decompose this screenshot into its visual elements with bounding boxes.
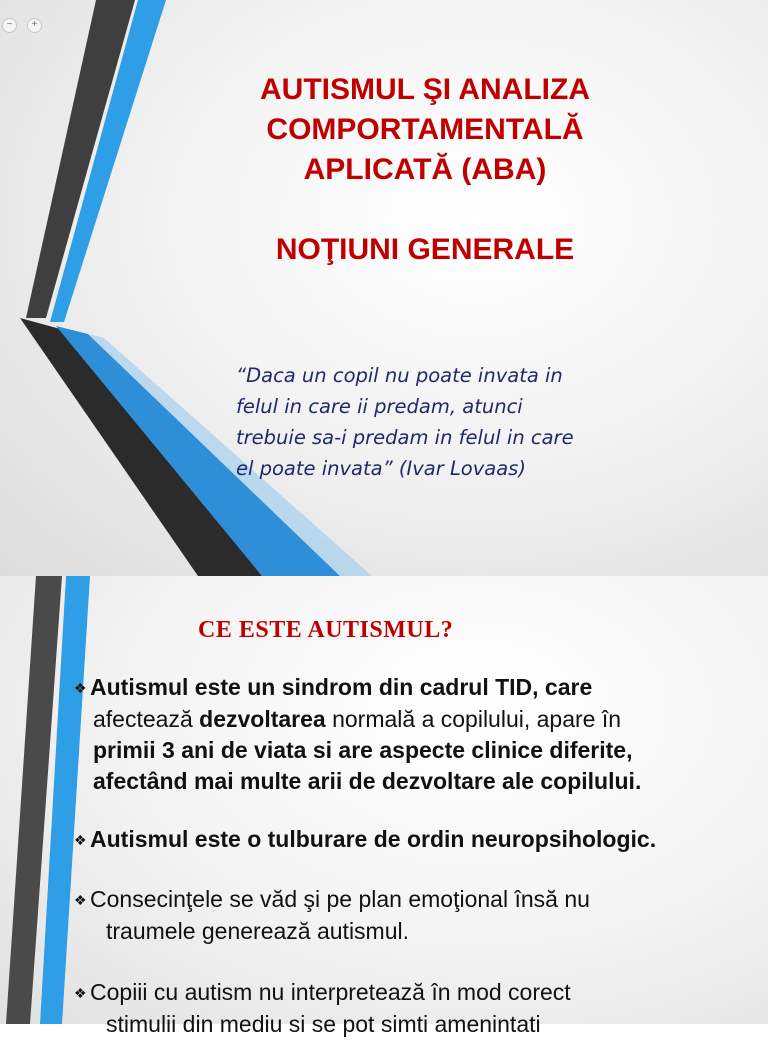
diamond-bullet-icon: ❖ <box>74 985 87 1001</box>
bullet-item <box>74 824 656 856</box>
quote-line: “Daca un copil nu poate invata in <box>236 364 563 387</box>
bullet-text: normală a copilului, apare în <box>325 706 622 732</box>
slide-title-line-1: AUTISMUL ŞI ANALIZA <box>260 73 590 106</box>
bullet-text: afectează <box>93 706 200 732</box>
bullet-text: primii 3 ani de viata si are aspecte clinice diferite, <box>93 737 633 763</box>
bullet-item <box>74 977 571 1040</box>
slide-title-line-2: COMPORTAMENTALĂ <box>266 113 584 146</box>
bullet-text: Autismul este un sindrom din cadrul TID, care <box>90 674 593 700</box>
bullet-text: stimulii din mediu si se pot simti amenintati <box>106 1011 541 1037</box>
bullet-text: Autismul este o tulburare de ordin neuropsihologic. <box>90 826 657 852</box>
quote-line: felul in care ii predam, atunci <box>236 395 523 418</box>
bullet-item <box>74 672 641 797</box>
bullet-text: traumele generează autismul. <box>106 918 409 944</box>
bullet-text: Copiii cu autism nu interpretează în mod corect <box>90 979 571 1005</box>
zoom-in-button[interactable]: + <box>27 18 42 33</box>
bullet-text-bold: dezvoltarea <box>199 706 326 732</box>
quote-line: el poate invata” (Ivar Lovaas) <box>236 457 526 480</box>
bullet-text: Consecinţele se văd şi pe plan emoţional însă nu <box>90 886 590 912</box>
diamond-bullet-icon: ❖ <box>74 892 87 908</box>
quote-line: trebuie sa-i predam in felul in care <box>236 426 574 449</box>
slide-title-line-3: APLICATĂ (ABA) <box>303 153 547 186</box>
bullet-text: afectând mai multe arii de dezvoltare ale copilului. <box>93 768 642 794</box>
bullet-item <box>74 884 590 947</box>
zoom-out-button[interactable]: − <box>2 18 17 33</box>
diamond-bullet-icon: ❖ <box>74 680 87 696</box>
diamond-bullet-icon: ❖ <box>74 832 87 848</box>
quote <box>236 360 666 484</box>
slide-2-title: CE ESTE AUTISMUL? <box>198 617 454 643</box>
slide-subtitle: NOŢIUNI GENERALE <box>275 233 575 266</box>
